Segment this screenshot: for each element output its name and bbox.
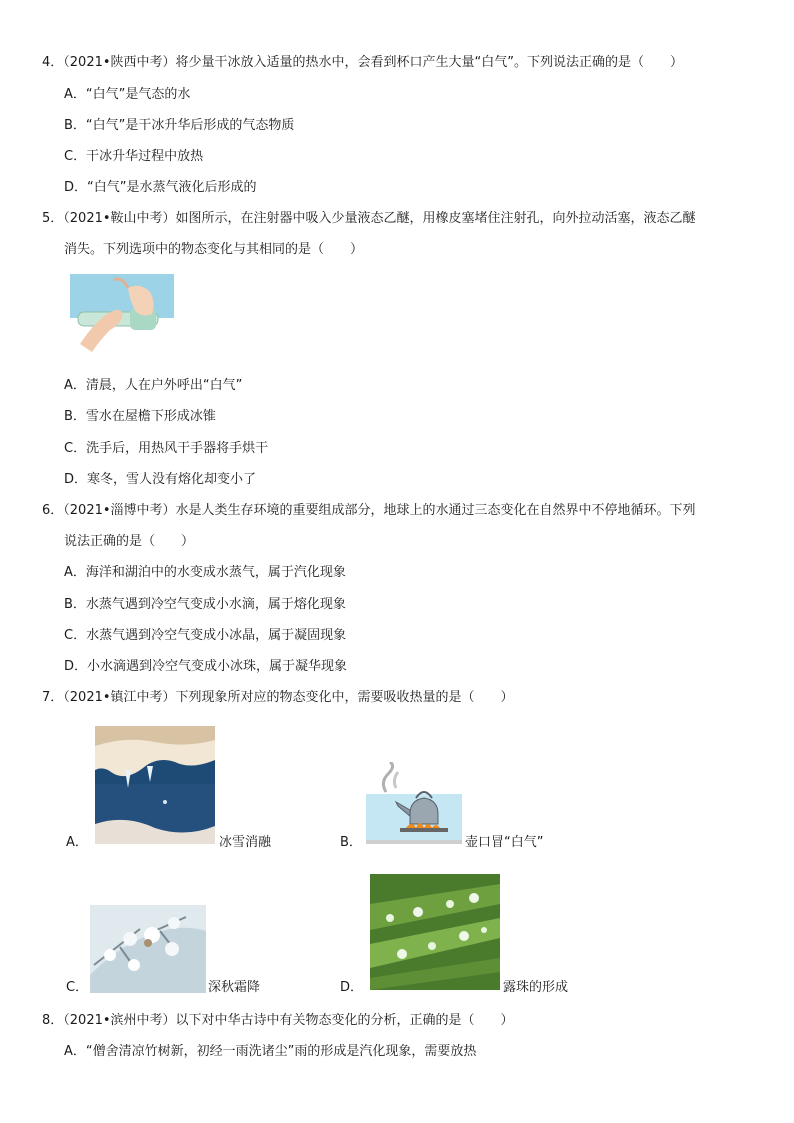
kettle-steam-drawing xyxy=(366,762,462,844)
question-7-option-b-letter: B． xyxy=(340,835,362,850)
question-5-stem-continued: 消失。下列选项中的物态变化与其相同的是（ ） xyxy=(64,242,364,257)
question-7-option-c-caption: 深秋霜降 xyxy=(208,980,261,995)
dew-drops-photo xyxy=(370,874,500,990)
question-8-option-a: A．“僧舍清凉竹树新，初经一雨洗诸尘”雨的形成是汽化现象，需要放热 xyxy=(64,1044,477,1059)
question-4-stem: 4．（2021•陕西中考）将少量干冰放入适量的热水中，会看到杯口产生大量“白气”。下列说法正确的是（ ） xyxy=(42,55,683,70)
question-5-option-c: C．洗手后，用热风干手器将手烘干 xyxy=(64,441,269,456)
question-5-option-d: D．寒冬，雪人没有熔化却变小了 xyxy=(64,472,257,487)
question-7-option-b-caption: 壶口冒“白气” xyxy=(465,835,544,850)
question-4-option-c: C．干冰升华过程中放热 xyxy=(64,149,204,164)
question-6-stem: 6．（2021•淄博中考）水是人类生存环境的重要组成部分，地球上的水通过三态变化在自然界中不停地循环。下列 xyxy=(42,503,696,518)
question-6-option-b: B．水蒸气遇到冷空气变成小水滴，属于熔化现象 xyxy=(64,597,346,612)
question-6-option-d: D．小水滴遇到冷空气变成小冰珠，属于凝华现象 xyxy=(64,659,348,674)
question-6-option-c: C．水蒸气遇到冷空气变成小冰晶，属于凝固现象 xyxy=(64,628,347,643)
question-7-option-a-letter: A． xyxy=(66,835,88,850)
question-8-stem: 8．（2021•滨州中考）以下对中华古诗中有关物态变化的分析，正确的是（ ） xyxy=(42,1013,514,1028)
question-7-option-d-letter: D． xyxy=(340,980,364,995)
question-7-option-a-caption: 冰雪消融 xyxy=(219,835,272,850)
syringe-photo xyxy=(70,274,174,356)
question-7-stem: 7．（2021•镇江中考）下列现象所对应的物态变化中，需要吸收热量的是（ ） xyxy=(42,690,514,705)
question-5-option-a: A．清晨，人在户外呼出“白气” xyxy=(64,378,243,393)
question-4-option-a: A．“白气”是气态的水 xyxy=(64,87,191,102)
question-5-stem: 5．（2021•鞍山中考）如图所示，在注射器中吸入少量液态乙醚，用橡皮塞堵住注射孔，向外拉动活塞，液态乙醚 xyxy=(42,211,696,226)
question-7-option-c-letter: C． xyxy=(66,980,89,995)
question-5-option-b: B．雪水在屋檐下形成冰锥 xyxy=(64,409,216,424)
question-6-stem-continued: 说法正确的是（ ） xyxy=(64,534,195,549)
frost-branches-photo xyxy=(90,905,206,993)
question-4-option-d: D．“白气”是水蒸气液化后形成的 xyxy=(64,180,257,195)
question-6-option-a: A．海洋和湖泊中的水变成水蒸气，属于汽化现象 xyxy=(64,565,346,580)
question-4-option-b: B．“白气”是干冰升华后形成的气态物质 xyxy=(64,118,295,133)
question-7-option-d-caption: 露珠的形成 xyxy=(503,980,569,995)
ice-melting-photo xyxy=(95,726,215,844)
